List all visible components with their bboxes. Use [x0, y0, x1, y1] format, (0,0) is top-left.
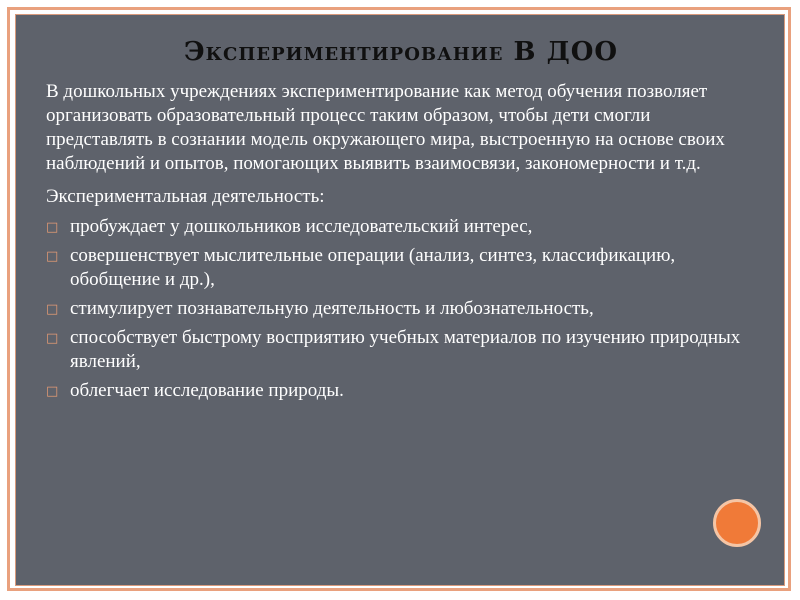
list-item	[46, 215, 746, 239]
list-item	[46, 297, 746, 321]
intro-paragraph: В дошкольных учреждениях экспериментирование как метод обучения позволяет организовать образовательный процесс таким образом, чтобы дети смогли представлять в сознании модель окружающего мира, выстроенную на основе своих наблюдений и опытов, помогающих выявить взаимосвязи, закономерности и т.д.	[46, 81, 725, 174]
bullet-square-icon: □	[46, 302, 59, 317]
list-item-text: способствует быстрому восприятию учебных материалов по изучению природных явлений,	[70, 327, 741, 372]
accent-circle-icon	[713, 499, 761, 547]
slide-title-suffix: В ДОО	[503, 37, 618, 67]
bullet-square-icon: □	[46, 331, 59, 346]
list-item	[46, 244, 746, 292]
bullet-square-icon: □	[46, 220, 59, 235]
list-item	[46, 379, 746, 403]
slide-title-prefix: Экспериментирование	[183, 37, 504, 67]
slide-title	[16, 37, 786, 67]
bullet-list	[46, 215, 746, 403]
slide-panel	[15, 14, 785, 586]
list-item-text: стимулирует познавательную деятельность и любознательность,	[70, 298, 594, 319]
list-item-text: совершенствует мыслительные операции (анализ, синтез, классификацию, обобщение и др.),	[70, 245, 676, 290]
list-item-text: пробуждает у дошкольников исследовательский интерес,	[70, 216, 533, 237]
list-item	[46, 326, 746, 374]
slide-content	[46, 80, 746, 408]
bullet-square-icon: □	[46, 384, 59, 399]
bullet-square-icon: □	[46, 249, 59, 264]
list-heading: Экспериментальная деятельность:	[46, 186, 325, 207]
list-item-text: облегчает исследование природы.	[70, 380, 344, 401]
